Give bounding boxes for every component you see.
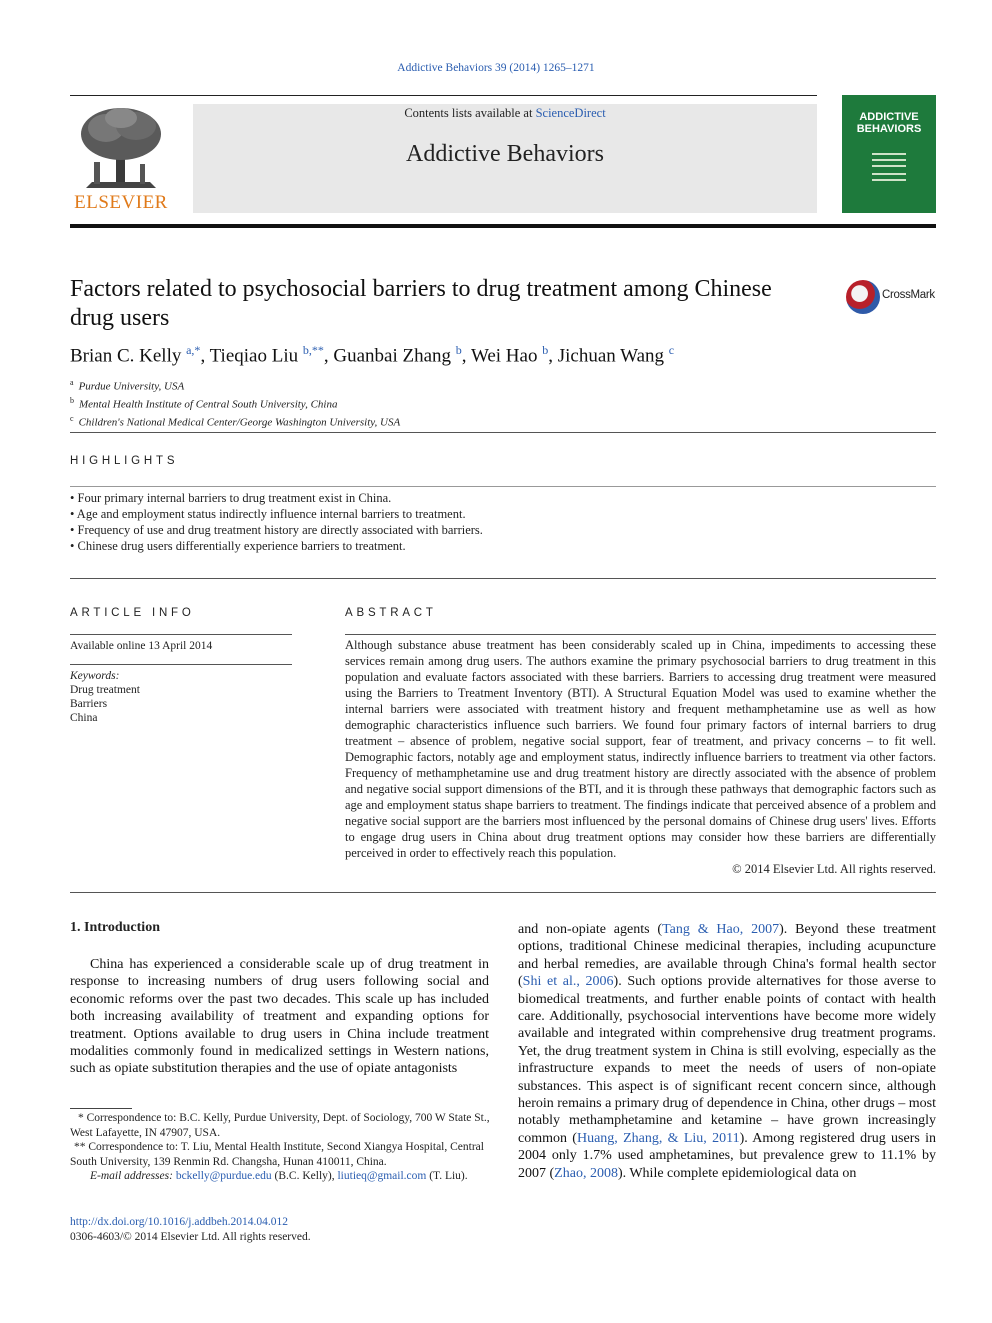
crossmark-icon (846, 280, 880, 314)
journal-title[interactable]: Addictive Behaviors (406, 141, 604, 167)
divider (70, 486, 936, 487)
author-affiliation-mark[interactable]: c (668, 343, 675, 357)
keyword[interactable]: Barriers (70, 698, 108, 710)
publisher-name: ELSEVIER (74, 192, 168, 213)
affiliation-text: Children's National Medical Center/George Washington University, USA (78, 416, 401, 429)
cover-title (842, 111, 936, 135)
cover-decoration (872, 159, 906, 161)
abstract-text: Although substance abuse treatment has been considerably scaled up in China, impediments to accessing these services remain among drug users. The authors examine the primary psychosocial barriers to drug treatment in this population and evaluate factors associated with these barriers. Barriers to accessing drug treatment were measured using the Barriers to Treatment Inventory (BTI). A Structural Equation Model was used to examine whether the internal barriers were associated with treatment history and frequent methamphetamine use as well as how demographic characteristics influence such barriers. We found four primary factors of internal barriers to drug treatment – absence of problem, negative social support, fear of treatment, and privacy concerns – to fit well. Demographic factors, notably age and employment status, indirectly influence barriers to treatment via other factors. Frequency of methamphetamine use and drug treatment history are directly associated with the absence of problem and negative social support dimensions of the BTI, and it is through these pathways that demographic factors such as age and employment status shape barriers to treatment. The findings indicate that perceived absence of a problem and negative social support are the barriers most influenced by the personal domains of Chinese drug users' lives. Efforts to engage drug users in China about drug treatment options may consider how these barriers are differentially perceived in order to effectively reach this population. (345, 638, 936, 860)
divider (70, 578, 936, 579)
author-name[interactable]: Guanbai Zhang (333, 345, 452, 367)
divider (345, 634, 936, 635)
body-text: ). Such options provide alternatives for those averse to biomedical treatments, and further enable points of contact with health care. Additionally, psychosocial interventions have become more widely available and integrated within comprehensive drug treatment programs. Yet, the drug treatment system in China is still evolving, especially as the infrastructure expands to meet the needs of users of non-opiate substances. This aspect is of significant recent concern since, although heroin remains a primary drug of dependence in China, other drugs – most notably methamphetamine and ketamine – have grown increasingly common ( (518, 974, 936, 1146)
cover-title-line1: ADDICTIVE (859, 111, 919, 123)
author-name[interactable]: Wei Hao (470, 345, 538, 367)
journal-reference[interactable]: Addictive Behaviors 39 (2014) 1265–1271 (397, 62, 595, 74)
footnote-correspondence-2: ** Correspondence to: T. Liu, Mental Health Institute, Second Xiangya Hospital, Central South University, 139 Renmin Rd. Changsha, Hunan 410011, China. (70, 1141, 484, 1168)
sciencedirect-link[interactable]: ScienceDirect (535, 106, 606, 120)
abstract-body (345, 637, 936, 877)
keywords-label: Keywords: (70, 670, 120, 682)
highlights-list (70, 490, 936, 554)
cover-decoration (872, 153, 906, 155)
affiliation-item (70, 412, 670, 430)
footnote-emails (70, 1169, 490, 1184)
email-owner: (B.C. Kelly), (271, 1170, 338, 1182)
journal-banner (193, 104, 817, 213)
footnotes (70, 1111, 490, 1184)
elsevier-logo (70, 104, 172, 216)
cover-title-line2: BEHAVIORS (856, 123, 922, 135)
keyword[interactable]: Drug treatment (70, 684, 140, 696)
article-info-heading: ARTICLE INFO (70, 607, 195, 619)
affiliation-text: Purdue University, USA (78, 380, 185, 393)
body-text: ). Beyond these treatment options, traditional Chinese medicinal therapies, including acupuncture and herbal remedies, are available through China's formal health sector ( (518, 922, 936, 990)
divider (70, 664, 292, 665)
author-name[interactable]: Tieqiao Liu (209, 345, 299, 367)
email-link[interactable]: bckelly@purdue.edu (175, 1170, 272, 1182)
highlight-item: • Frequency of use and drug treatment history are directly associated with barriers. (70, 523, 483, 537)
author-affiliation-mark[interactable]: b,** (302, 343, 324, 357)
body-text: ). While complete epidemiological data on (617, 1165, 857, 1181)
email-label: E-mail addresses: (90, 1170, 173, 1182)
affiliation-mark: a (70, 378, 74, 387)
intro-paragraph-right (518, 921, 936, 1182)
crossmark-label: CrossMark (882, 289, 935, 301)
author-affiliation-mark[interactable]: a,* (186, 343, 201, 357)
contents-prefix: Contents lists available at (404, 106, 536, 120)
section-heading-introduction: 1. Introduction (70, 920, 160, 935)
doi-block (70, 1215, 311, 1245)
author-list: Brian C. Kelly $^{a,*}$, Tieqiao Liu $^{b,**}$, Guanbai Zhang $^b$, Wei Hao $^b$, Jichuan Wang $^c$ (70, 343, 675, 367)
author-affiliation-mark[interactable]: b (542, 343, 549, 357)
body-text: ). Among registered drug users in 2004 only 1.7% used amphetamines, but prevalence grew to 11.1% by 2007 ( (518, 1130, 936, 1181)
journal-cover[interactable] (842, 95, 936, 213)
doi-link[interactable]: http://dx.doi.org/10.1016/j.addbeh.2014.04.012 (70, 1216, 288, 1228)
abstract-copyright: © 2014 Elsevier Ltd. All rights reserved. (732, 862, 936, 876)
issn-copyright: 0306-4603/© 2014 Elsevier Ltd. All rights reserved. (70, 1231, 311, 1243)
crossmark-badge[interactable] (846, 280, 946, 316)
keywords-block (70, 669, 140, 725)
header-thick-rule (70, 224, 936, 228)
citation-link[interactable]: Tang & Hao, 2007 (662, 922, 780, 937)
available-online: Available online 13 April 2014 (70, 640, 213, 652)
elsevier-tree-icon (76, 104, 166, 192)
highlights-heading: HIGHLIGHTS (70, 455, 179, 467)
affiliation-mark: b (70, 396, 74, 406)
keyword[interactable]: China (70, 712, 98, 724)
body-text: and non-opiate agents ( (518, 922, 663, 937)
intro-paragraph-left: China has experienced a considerable scale up of drug treatment in response to increasing numbers of drug users following social and economic reforms over the past two decades. This scale up has included both increasing availability of treatment and expanding options for treatment. Options available to drug users in China include treatment modalities commonly found in medicalized settings in Western nations, such as opiate substitution therapies and the use of opiate antagonists (70, 957, 489, 1077)
highlight-item: • Chinese drug users differentially experience barriers to treatment. (70, 539, 406, 553)
author-name[interactable]: Brian C. Kelly (70, 345, 182, 367)
footnote-rule (70, 1108, 132, 1109)
contents-line (193, 106, 817, 121)
abstract-heading: ABSTRACT (345, 607, 437, 619)
affiliation-item (70, 394, 670, 412)
author-affiliation-mark[interactable]: b (455, 343, 462, 357)
citation-link[interactable]: Zhao, 2008 (554, 1165, 618, 1181)
divider (70, 634, 292, 635)
highlight-item: • Age and employment status indirectly influence internal barriers to treatment. (70, 507, 466, 521)
cover-decoration (872, 173, 906, 175)
divider (70, 432, 936, 433)
citation-link[interactable]: Huang, Zhang, & Liu, 2011 (576, 1130, 740, 1146)
email-link[interactable]: liutieq@gmail.com (337, 1170, 427, 1182)
affiliation-mark: c (70, 414, 74, 424)
footnote-correspondence-1: * Correspondence to: B.C. Kelly, Purdue University, Dept. of Sociology, 700 W State St., West Lafayette, IN 47907, USA. (70, 1112, 490, 1139)
author-name[interactable]: Jichuan Wang (557, 345, 665, 367)
affiliation-text: Mental Health Institute of Central South University, China (79, 398, 338, 411)
article-title (70, 275, 810, 333)
cover-decoration (872, 179, 906, 181)
article-title-line2: drug users (70, 305, 170, 331)
highlight-item: • Four primary internal barriers to drug treatment exist in China. (70, 491, 392, 505)
affiliations (70, 376, 670, 430)
divider (70, 892, 936, 893)
cover-decoration (872, 165, 906, 167)
article-title-line1: Factors related to psychosocial barriers to drug treatment among Chinese (70, 276, 772, 302)
citation-link[interactable]: Shi et al., 2006 (522, 974, 614, 990)
header-rule (70, 95, 817, 96)
email-owner: (T. Liu). (426, 1170, 468, 1182)
affiliation-item (70, 376, 670, 394)
